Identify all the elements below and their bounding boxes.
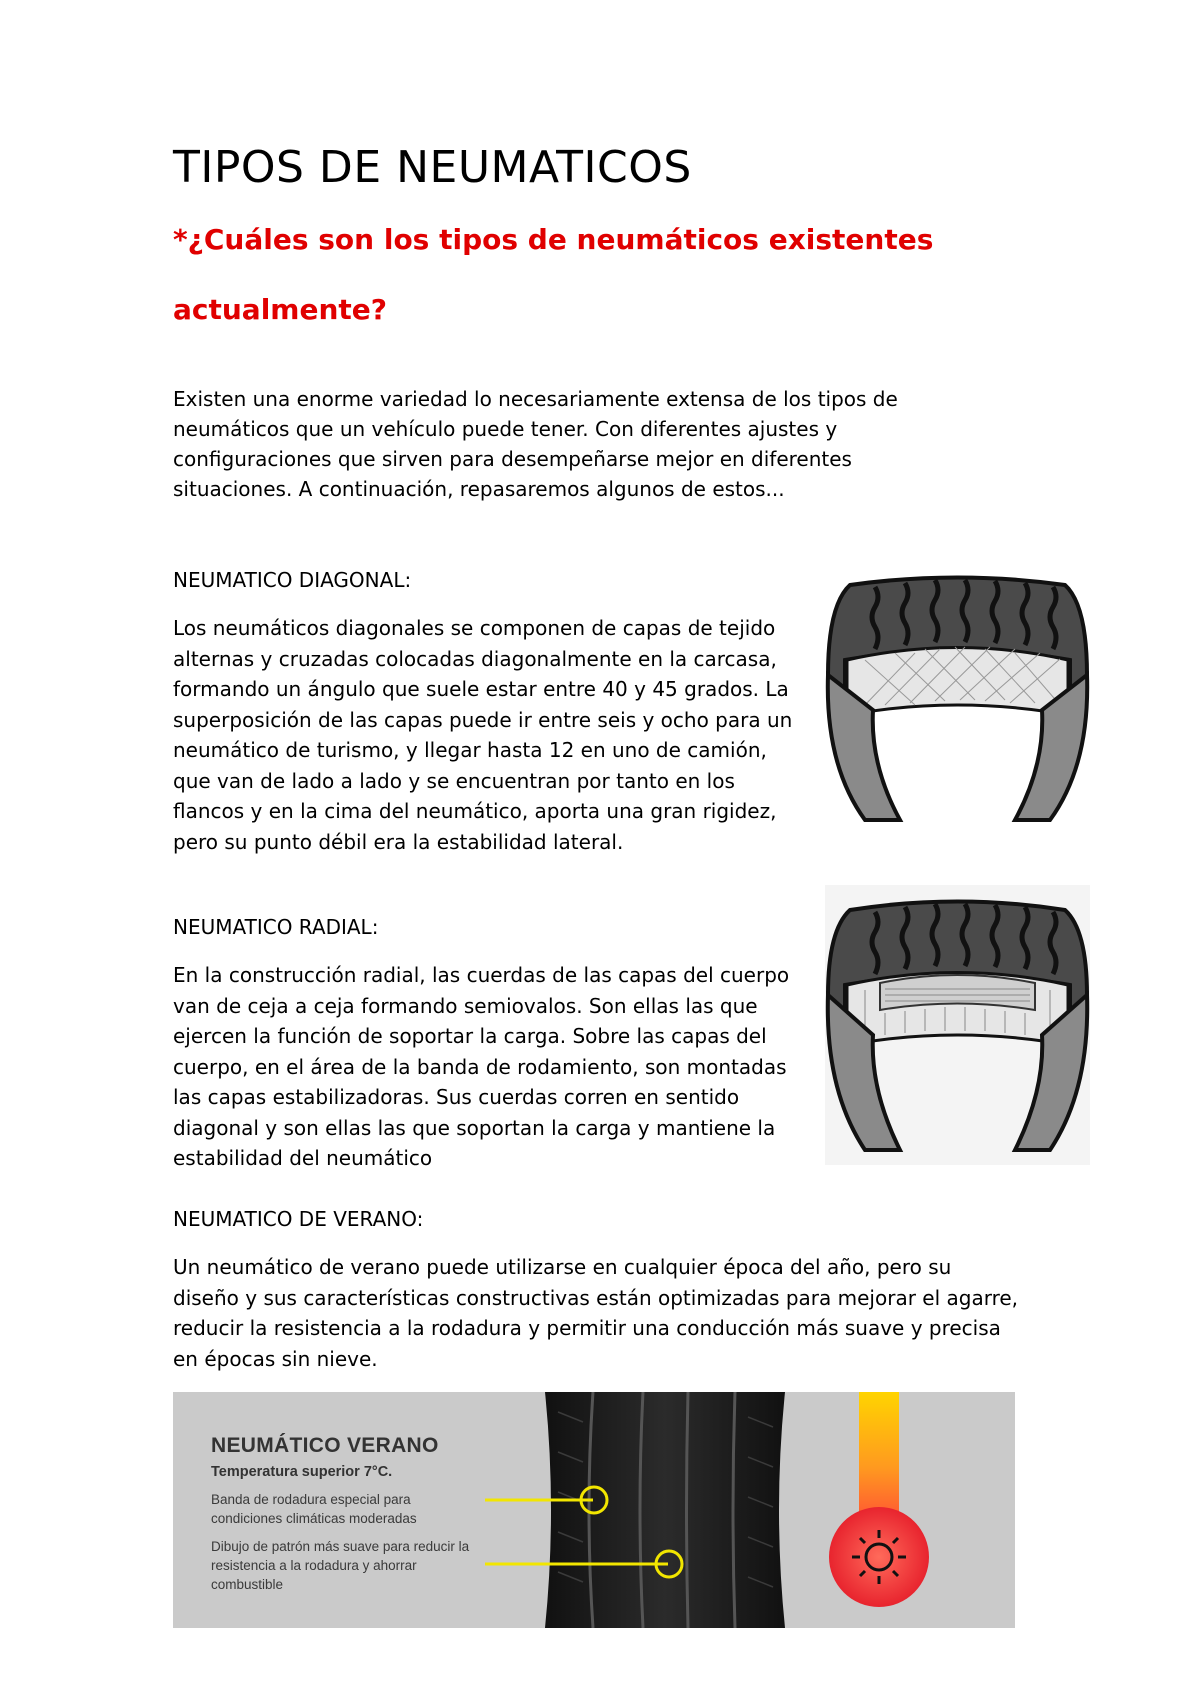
diagonal-tire-illustration (825, 565, 1090, 835)
infographic-title: NEUMÁTICO VERANO (211, 1434, 439, 1457)
diagonal-paragraph: Los neumáticos diagonales se componen de capas de tejido alternas y cruzadas colocadas diagonalmente en la carcasa, formando un ángulo que suele estar entre 40 y 45 grados. La superposición de las capas puede ir entre seis y ocho para un neumático de turismo, y llegar hasta 12 en uno de camión, que van de lado a lado y se encuentran por tanto en los flancos y en la cima del neumático, aporta una gran rigidez, pero su punto débil era la estabilidad lateral. (173, 616, 793, 854)
page-title: TIPOS DE NEUMATICOS (173, 142, 692, 193)
summer-tire-infographic (173, 1392, 1015, 1628)
infographic-feature-1: Banda de rodadura especial para condiciones climáticas moderadas (211, 1492, 417, 1526)
intro-paragraph: Existen una enorme variedad lo necesariamente extensa de los tipos de neumáticos que un vehículo puede tener. Con diferentes ajustes y configuraciones que sirven para desempeñarse mejor en diferentes situaciones. A continuación, repasaremos algunos de estos... (173, 387, 898, 501)
summer-heading: NEUMATICO DE VERANO: (173, 1207, 424, 1231)
infographic-temperature: Temperatura superior 7°C. (211, 1464, 393, 1480)
radial-heading: NEUMATICO RADIAL: (173, 915, 379, 939)
diagonal-heading: NEUMATICO DIAGONAL: (173, 568, 412, 592)
radial-tire-illustration (825, 885, 1090, 1165)
infographic-feature-2: Dibujo de patrón más suave para reducir la resistencia a la rodadura y ahorrar combustible (211, 1539, 470, 1592)
summer-paragraph: Un neumático de verano puede utilizarse en cualquier época del año, pero su diseño y sus características constructivas están optimizadas para mejorar el agarre, reducir la resistencia a la rodadura y permitir una conducción más suave y precisa en épocas sin nieve. (173, 1255, 1019, 1371)
page-subtitle: *¿Cuáles son los tipos de neumáticos existentes actualmente? (173, 223, 934, 326)
radial-paragraph: En la construcción radial, las cuerdas de las capas del cuerpo van de ceja a ceja formando semiovalos. Son ellas las que ejercen la función de soportar la carga. Sobre las capas del cuerpo, en el área de la banda de rodamiento, son montadas las capas estabilizadoras. Sus cuerdas corren en sentido diagonal y son ellas las que soportan la carga y mantiene la estabilidad del neumático (173, 963, 790, 1170)
